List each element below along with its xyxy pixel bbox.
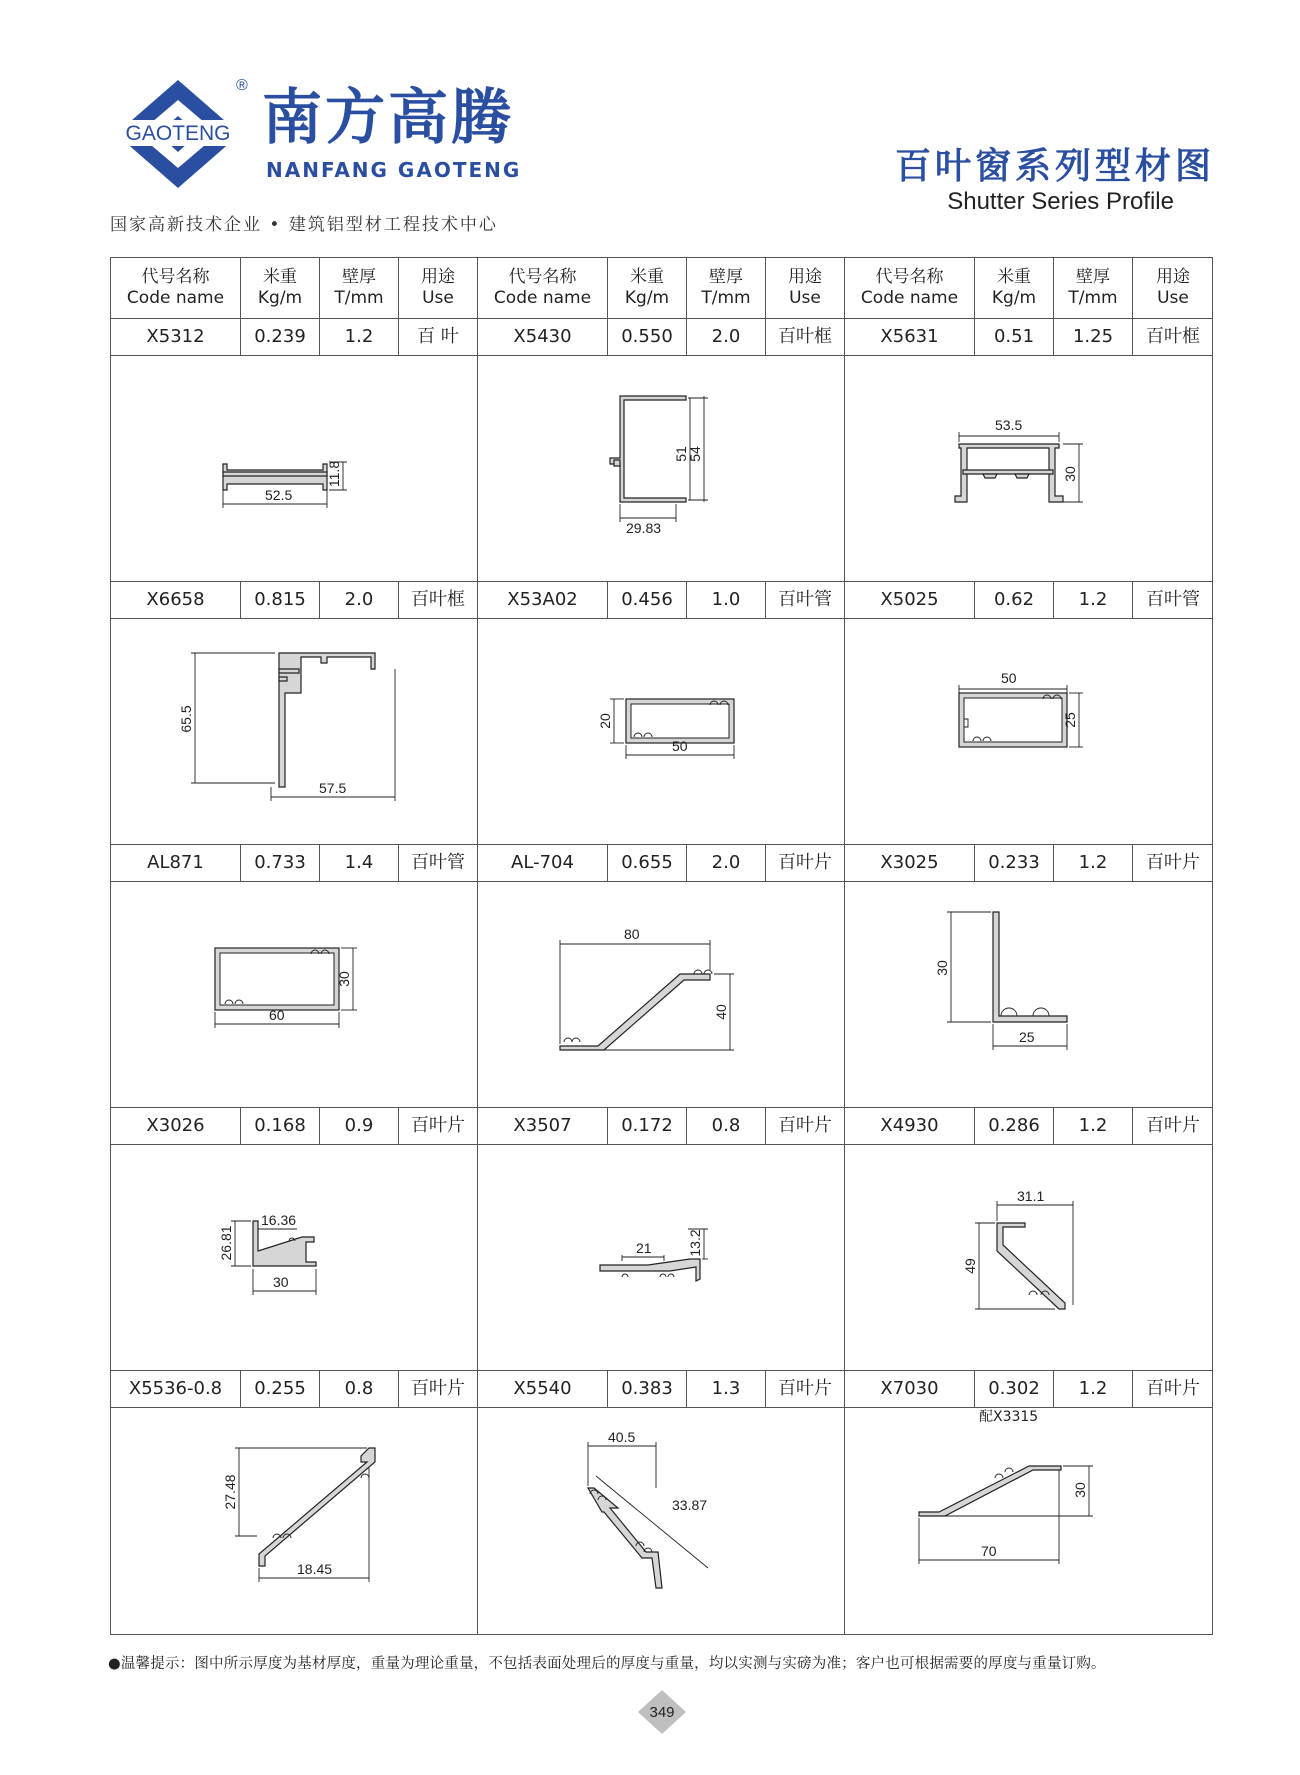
- use-cell: 百叶框: [399, 582, 478, 618]
- dim-label: 51: [673, 446, 689, 462]
- weight-cell: 0.383: [608, 1371, 687, 1407]
- dim-label: 30: [934, 960, 950, 976]
- table-row: [111, 582, 1212, 619]
- code-cell: X3507: [478, 1108, 608, 1144]
- dim-label: 30: [336, 971, 352, 987]
- code-cell: X5540: [478, 1371, 608, 1407]
- use-cell: 百 叶: [399, 319, 478, 355]
- thickness-cell: 2.0: [687, 319, 766, 355]
- weight-cell: 0.815: [241, 582, 320, 618]
- profile-drawing-x5536: [111, 1408, 478, 1634]
- thickness-cell: 1.0: [687, 582, 766, 618]
- thickness-cell: 1.2: [1054, 845, 1133, 881]
- use-cell: 百叶片: [1146, 1377, 1200, 1399]
- dim-label: 11.8: [326, 460, 342, 488]
- thickness-cell: 1.2: [1054, 1371, 1133, 1407]
- profile-drawing-x4930: [845, 1145, 1213, 1370]
- drawing-row: [111, 356, 1212, 582]
- dim-label: 25: [1019, 1029, 1035, 1045]
- header-weight: 米重 Kg/m: [241, 258, 320, 318]
- profile-drawing-x7030: [845, 1408, 1213, 1634]
- profile-drawing-x3026: [111, 1145, 478, 1370]
- weight-cell: 0.255: [241, 1371, 320, 1407]
- profile-drawing-x3025: [845, 882, 1213, 1107]
- dim-label: 25: [1062, 712, 1078, 728]
- use-cell: 百叶片: [399, 1371, 478, 1407]
- profile-drawing-x5312: [111, 356, 478, 581]
- dim-label: 33.87: [672, 1497, 708, 1513]
- company-logo: [108, 72, 248, 202]
- thickness-cell: 0.8: [320, 1371, 399, 1407]
- dim-label: 26.81: [218, 1225, 234, 1261]
- thickness-cell: 2.0: [320, 582, 399, 618]
- thickness-cell: 2.0: [687, 845, 766, 881]
- dim-label: 70: [981, 1543, 997, 1559]
- code-cell: X6658: [111, 582, 241, 618]
- header-thickness: 壁厚 T/mm: [687, 258, 766, 318]
- weight-cell: 0.550: [608, 319, 687, 355]
- use-cell: 百叶管: [766, 582, 845, 618]
- dim-label: 21: [636, 1240, 652, 1256]
- code-cell: X5025: [845, 582, 975, 618]
- dim-label: 30: [273, 1274, 289, 1290]
- profile-drawing-x5540: [478, 1408, 845, 1634]
- brand-name-en: NANFANG GAOTENG: [266, 158, 522, 182]
- weight-cell: 0.733: [241, 845, 320, 881]
- header-thickness: 壁厚 T/mm: [320, 258, 399, 318]
- code-cell: X3025: [845, 845, 975, 881]
- weight-cell: 0.286: [975, 1108, 1054, 1144]
- thickness-cell: 1.2: [320, 319, 399, 355]
- dim-label: 52.5: [265, 487, 293, 503]
- dim-label: 18.45: [297, 1561, 333, 1577]
- drawing-row: [111, 1145, 1212, 1371]
- brand-name-cn: 南方高腾: [262, 83, 514, 153]
- dim-label: 40: [713, 1004, 729, 1020]
- registered-mark: ®: [236, 77, 248, 94]
- weight-cell: 0.456: [608, 582, 687, 618]
- code-cell: AL-704: [478, 845, 608, 881]
- table-row: [111, 845, 1212, 882]
- weight-cell: 0.51: [975, 319, 1054, 355]
- use-cell: 百叶片: [399, 1108, 478, 1144]
- use-cell: 百叶片: [1146, 851, 1200, 873]
- thickness-cell: 0.8: [687, 1108, 766, 1144]
- header-code: 代号名称 Code name: [111, 258, 241, 318]
- dim-label: 80: [624, 926, 640, 942]
- code-cell: X5312: [111, 319, 241, 355]
- dim-label: 57.5: [319, 780, 347, 796]
- header-thickness: 壁厚 T/mm: [1054, 258, 1133, 318]
- page-number: [636, 1688, 688, 1736]
- dim-label: 27.48: [222, 1474, 238, 1510]
- header-use: 用途 Use: [766, 258, 845, 318]
- weight-cell: 0.655: [608, 845, 687, 881]
- thickness-cell: 1.25: [1054, 319, 1133, 355]
- table-row: [111, 319, 1212, 356]
- use-cell: 百叶管: [1146, 588, 1200, 610]
- profile-drawing-x3507: [478, 1145, 845, 1370]
- header-code: 代号名称 Code name: [845, 258, 975, 318]
- dim-label: 49: [962, 1258, 978, 1274]
- weight-cell: 0.172: [608, 1108, 687, 1144]
- page-number-text: 349: [649, 1704, 675, 1721]
- dim-label: 16.36: [261, 1212, 297, 1228]
- dim-label: 31.1: [1017, 1188, 1045, 1204]
- weight-cell: 0.233: [975, 845, 1054, 881]
- profile-drawing-x53a02: [478, 619, 845, 844]
- thickness-cell: 1.2: [1054, 582, 1133, 618]
- use-cell: 百叶框: [1146, 325, 1200, 347]
- profile-drawing-x5631: [845, 356, 1213, 581]
- code-cell: X5536-0.8: [111, 1371, 241, 1407]
- header-use: 用途 Use: [1156, 266, 1190, 308]
- header-use: 用途 Use: [399, 258, 478, 318]
- page-subtitle: Shutter Series Profile: [947, 188, 1174, 215]
- thickness-cell: 1.4: [320, 845, 399, 881]
- dim-label: 50: [672, 738, 688, 754]
- dim-label: 30: [1062, 466, 1078, 482]
- dim-label: 13.2: [687, 1229, 703, 1257]
- profile-drawing-al704: [478, 882, 845, 1107]
- dim-label: 20: [597, 713, 613, 729]
- code-cell: X7030: [845, 1371, 975, 1407]
- thickness-cell: 0.9: [320, 1108, 399, 1144]
- logo-text: GAOTENG: [125, 122, 231, 145]
- dim-label: 29.83: [626, 520, 662, 536]
- dim-label: 60: [269, 1007, 285, 1023]
- use-cell: 百叶片: [766, 845, 845, 881]
- use-cell: 百叶片: [1146, 1114, 1200, 1136]
- weight-cell: 0.62: [975, 582, 1054, 618]
- drawing-row: [111, 882, 1212, 1108]
- footnote: ●温馨提示：图中所示厚度为基材厚度，重量为理论重量，不包括表面处理后的厚度与重量，均以实测与实磅为准；客户也可根据需要的厚度与重量订购。: [108, 1656, 1106, 1672]
- profile-drawing-al871: [111, 882, 478, 1107]
- profile-drawing-x6658: [111, 619, 478, 844]
- weight-cell: 0.302: [975, 1371, 1054, 1407]
- profile-drawing-x5025: [845, 619, 1213, 844]
- table-header-row: [111, 258, 1212, 319]
- table-row: [111, 1108, 1212, 1145]
- header-weight: 米重 Kg/m: [608, 258, 687, 318]
- dim-label: 54: [687, 446, 703, 462]
- brand-tagline: 国家高新技术企业 • 建筑铝型材工程技术中心: [110, 215, 498, 235]
- dim-label: 53.5: [995, 417, 1023, 433]
- code-cell: X5430: [478, 319, 608, 355]
- dim-label: 40.5: [608, 1429, 636, 1445]
- profile-table: [110, 257, 1213, 1635]
- dim-label: 65.5: [178, 705, 194, 733]
- code-cell: X4930: [845, 1108, 975, 1144]
- drawing-row: [111, 619, 1212, 845]
- dim-label: 30: [1072, 1482, 1088, 1498]
- dim-label: 50: [1001, 670, 1017, 686]
- table-row: [111, 1371, 1212, 1408]
- use-cell: 百叶片: [766, 1371, 845, 1407]
- pairing-note: 配X3315: [979, 1409, 1039, 1425]
- code-cell: X3026: [111, 1108, 241, 1144]
- thickness-cell: 1.3: [687, 1371, 766, 1407]
- code-cell: X5631: [845, 319, 975, 355]
- page-title: 百叶窗系列型材图: [894, 146, 1215, 187]
- code-cell: X53A02: [478, 582, 608, 618]
- use-cell: 百叶管: [399, 845, 478, 881]
- code-cell: AL871: [111, 845, 241, 881]
- header-code: 代号名称 Code name: [478, 258, 608, 318]
- header-weight: 米重 Kg/m: [975, 258, 1054, 318]
- profile-drawing-x5430: [478, 356, 845, 581]
- weight-cell: 0.239: [241, 319, 320, 355]
- weight-cell: 0.168: [241, 1108, 320, 1144]
- use-cell: 百叶框: [766, 319, 845, 355]
- use-cell: 百叶片: [766, 1108, 845, 1144]
- thickness-cell: 1.2: [1054, 1108, 1133, 1144]
- drawing-row: [111, 1408, 1212, 1634]
